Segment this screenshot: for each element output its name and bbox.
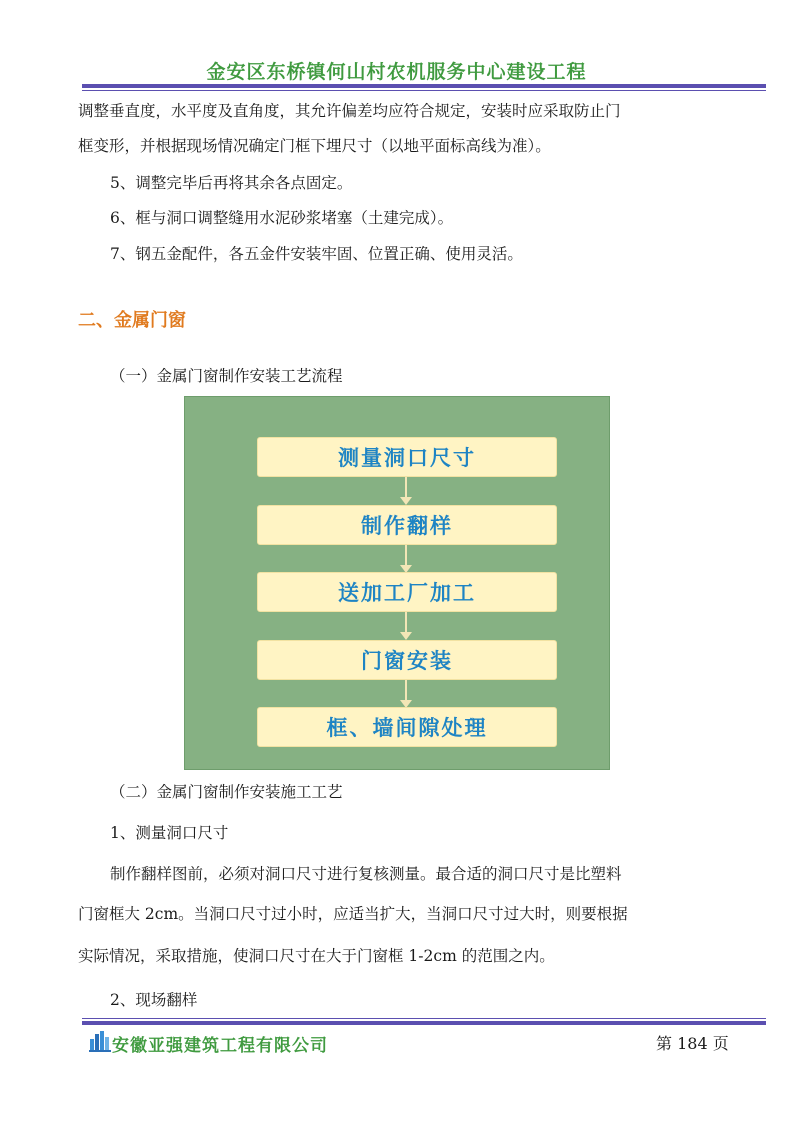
flow-step-install: 门窗安装: [257, 640, 557, 680]
footer-rule-thick: [82, 1021, 766, 1025]
step-1-line-2: 门窗框大 2cm。当洞口尺寸过小时，应适当扩大，当洞口尺寸过大时，则要根据: [78, 905, 628, 923]
body-line-2: 框变形，并根据现场情况确定门框下埋尺寸（以地平面标高线为准）。: [78, 137, 551, 155]
header-title: 金安区东桥镇何山村农机服务中心建设工程: [206, 61, 587, 83]
flow-step-measure: 测量洞口尺寸: [257, 437, 557, 477]
process-flowchart: [184, 396, 610, 770]
arrow-down-icon: [400, 632, 412, 640]
list-item-5: 5、调整完毕后再将其余各点固定。: [110, 174, 353, 192]
list-item-6: 6、框与洞口调整缝用水泥砂浆堵塞（土建完成）。: [110, 209, 454, 227]
footer-company: 安徽亚强建筑工程有限公司: [112, 1036, 328, 1056]
header-rule-thin: [82, 90, 766, 91]
body-line-1: 调整垂直度，水平度及直角度，其允许偏差均应符合规定，安装时应采取防止门: [78, 102, 621, 120]
section-heading: 二、金属门窗: [78, 310, 186, 331]
company-logo-icon: [89, 1030, 111, 1052]
step-1-title: 1、测量洞口尺寸: [110, 824, 229, 842]
flow-arrow: [405, 477, 407, 499]
step-2-title: 2、现场翻样: [110, 991, 198, 1009]
step-1-line-1: 制作翻样图前，必须对洞口尺寸进行复核测量。最合适的洞口尺寸是比塑料: [110, 865, 622, 883]
list-item-7: 7、钢五金配件，各五金件安装牢固、位置正确、使用灵活。: [110, 245, 523, 263]
flow-step-layout: 制作翻样: [257, 505, 557, 545]
flow-arrow: [405, 545, 407, 567]
step-1-line-3: 实际情况，采取措施，使洞口尺寸在大于门窗框 1-2cm 的范围之内。: [78, 947, 555, 965]
page-number: 第 184 页: [656, 1034, 729, 1053]
flow-arrow: [405, 612, 407, 634]
subsection-title-2: （二）金属门窗制作安装施工工艺: [110, 783, 343, 801]
flow-arrow: [405, 680, 407, 702]
arrow-down-icon: [400, 497, 412, 505]
flow-step-factory: 送加工厂加工: [257, 572, 557, 612]
footer-rule-thin: [82, 1018, 766, 1019]
flow-step-gap: 框、墙间隙处理: [257, 707, 557, 747]
subsection-title-1: （一）金属门窗制作安装工艺流程: [110, 367, 343, 385]
header-rule-thick: [82, 84, 766, 88]
